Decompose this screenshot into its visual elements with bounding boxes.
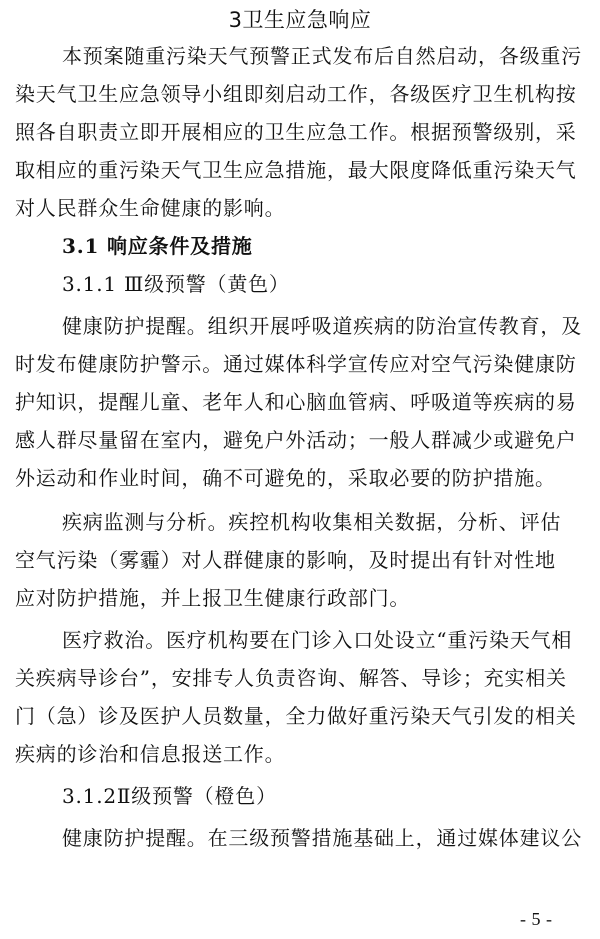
health-protection-line-5: 外运动和作业时间，确不可避免的，采取必要的防护措施。 (15, 466, 556, 490)
section-3-1-heading: 3.1 响应条件及措施 (62, 234, 253, 258)
section-3-1-2-heading: 3.1.2Ⅱ级预警（橙色） (62, 784, 277, 808)
intro-line-4: 取相应的重污染天气卫生应急措施，最大限度降低重污染天气 (15, 158, 577, 182)
health-protection-line-1: 健康防护提醒。组织开展呼吸道疾病的防治宣传教育，及 (62, 314, 582, 338)
intro-line-5: 对人民群众生命健康的影响。 (15, 196, 286, 220)
medical-treatment-line-4: 疾病的诊治和信息报送工作。 (15, 742, 286, 766)
medical-treatment-line-3: 门（急）诊及医护人员数量，全力做好重污染天气引发的相关 (15, 704, 577, 728)
page-number: - 5 - (520, 909, 553, 929)
health-protection-line-3: 护知识，提醒儿童、老年人和心脑血管病、呼吸道等疾病的易 (15, 390, 577, 414)
section-3-1-2-line-1: 健康防护提醒。在三级预警措施基础上，通过媒体建议公 (62, 826, 582, 850)
health-protection-line-2: 时发布健康防护警示。通过媒体科学宣传应对空气污染健康防 (15, 352, 577, 376)
intro-line-3: 照各自职责立即开展相应的卫生应急工作。根据预警级别，采 (15, 120, 577, 144)
disease-monitoring-line-1: 疾病监测与分析。疾控机构收集相关数据，分析、评估 (62, 510, 562, 534)
section-3-1-1-heading: 3.1.1 Ⅲ级预警（黄色） (62, 272, 290, 296)
medical-treatment-line-2: 关疾病导诊台”，安排专人负责咨询、解答、导诊；充实相关 (15, 666, 567, 690)
medical-treatment-line-1: 医疗救治。医疗机构要在门诊入口处设立“重污染天气相 (62, 628, 573, 652)
health-protection-line-4: 感人群尽量留在室内，避免户外活动；一般人群减少或避免户 (15, 428, 577, 452)
page-title: 3卫生应急响应 (228, 8, 372, 32)
disease-monitoring-line-2: 空气污染（雾霾）对人群健康的影响，及时提出有针对性地 (15, 548, 556, 572)
disease-monitoring-line-3: 应对防护措施，并上报卫生健康行政部门。 (15, 586, 411, 610)
intro-line-2: 染天气卫生应急领导小组即刻启动工作，各级医疗卫生机构按 (15, 82, 577, 106)
intro-line-1: 本预案随重污染天气预警正式发布后自然启动，各级重污 (62, 44, 582, 68)
